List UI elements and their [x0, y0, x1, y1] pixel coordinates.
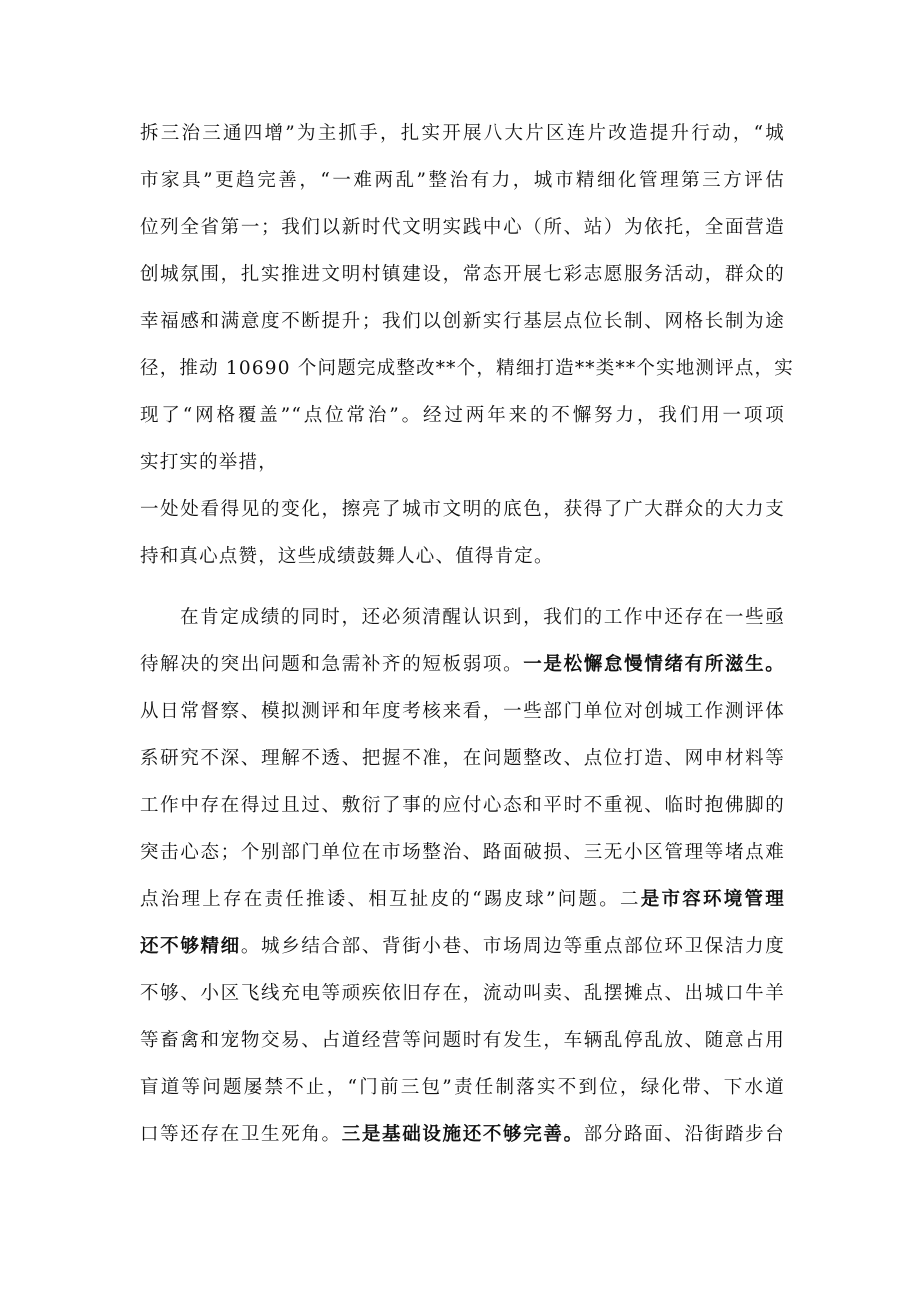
paragraph-2-line-9: 不够、小区飞线充电等顽疾依旧存在，流动叫卖、乱摆摊点、出城口牛羊: [140, 983, 785, 1004]
point-one-heading: 一是松懈怠慢情绪有所滋生。: [523, 654, 785, 675]
paragraph-2-line-5: 工作中存在得过且过、敷衍了事的应付心态和平时不重视、临时抱佛脚的: [140, 795, 785, 816]
paragraph-2-line-6: 突击心态；个别部门单位在市场整治、路面破损、三无小区管理等堵点难: [140, 842, 785, 863]
paragraph-1-line-10: 持和真心点赞，这些成绩鼓舞人心、值得肯定。: [140, 546, 554, 567]
paragraph-2-line-10: 等畜禽和宠物交易、占道经营等问题时有发生，车辆乱停乱放、随意占用: [140, 1030, 785, 1051]
point-two-heading-start: 是市容环境管理: [640, 889, 786, 910]
paragraph-1-line-2: 市家具”更趋完善，“一难两乱”整治有力，城市精细化管理第三方评估: [140, 170, 785, 191]
paragraph-2-line-2-text: 待解决的突出问题和急需补齐的短板弱项。: [140, 654, 524, 675]
paragraph-2-line-7-text: 点治理上存在责任推诿、相互扯皮的“踢皮球”问题。二: [140, 889, 641, 910]
paragraph-2-line-12-text-a: 口等还存在卫生死角。: [140, 1124, 342, 1145]
point-three-heading: 三是基础设施还不够完善。: [341, 1124, 584, 1145]
paragraph-1-line-7: 现了“网格覆盖”“点位常治”。经过两年来的不懈努力，我们用一项项: [140, 405, 785, 426]
paragraph-2-line-2: [140, 653, 785, 677]
paragraph-2-line-3: 从日常督察、模拟测评和年度考核来看，一些部门单位对创城工作测评体: [140, 701, 785, 722]
paragraph-2-line-8-text: 。城乡结合部、背街小巷、市场周边等重点部位环卫保洁力度: [240, 936, 785, 957]
paragraph-2-line-11: 盲道等问题屡禁不止，“门前三包”责任制落实不到位，绿化带、下水道: [140, 1077, 785, 1098]
paragraph-2-line-12-text-b: 部分路面、沿街踏步台: [583, 1124, 785, 1145]
paragraph-1-line-8: 实打实的举措，: [140, 452, 278, 473]
paragraph-2-line-7: [140, 888, 785, 912]
paragraph-1-line-1: 拆三治三通四增”为主抓手，扎实开展八大片区连片改造提升行动，“城: [140, 123, 785, 144]
paragraph-2-line-12: [140, 1123, 785, 1147]
paragraph-1-line-9: 一处处看得见的变化，擦亮了城市文明的底色，获得了广大群众的大力支: [140, 499, 785, 520]
paragraph-1-line-5: 幸福感和满意度不断提升；我们以创新实行基层点位长制、网格长制为途: [140, 311, 785, 332]
paragraph-2-line-8: [140, 935, 785, 959]
paragraph-1-line-4: 创城氛围，扎实推进文明村镇建设，常态开展七彩志愿服务活动，群众的: [140, 264, 785, 285]
paragraph-2-line-4: 系研究不深、理解不透、把握不准，在问题整改、点位打造、网申材料等: [140, 748, 785, 769]
point-two-heading-end: 还不够精细: [140, 936, 241, 957]
paragraph-1-line-3: 位列全省第一；我们以新时代文明实践中心（所、站）为依托，全面营造: [140, 217, 785, 238]
paragraph-1-line-6: 径，推动 10690 个问题完成整改**个，精细打造**类**个实地测评点，实: [140, 358, 794, 379]
paragraph-2-line-1: 在肯定成绩的同时，还必须清醒认识到，我们的工作中还存在一些亟: [180, 607, 785, 628]
